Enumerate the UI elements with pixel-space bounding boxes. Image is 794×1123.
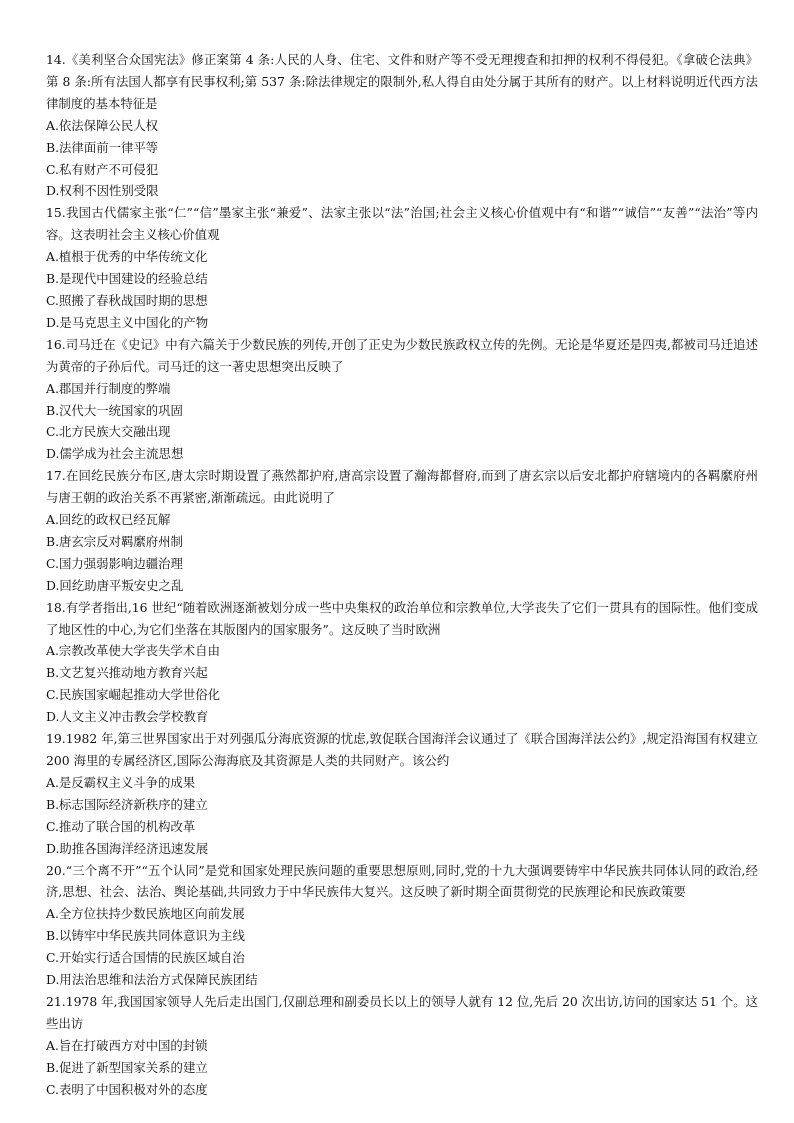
- option-d: D.回纥助唐平叛安史之乱: [46, 577, 184, 593]
- question-stem: 19.1982 年,第三世界国家出于对列强瓜分海底资源的忧虑,敦促联合国海洋会议通过了《联合国海洋法公约》,规定沿海国有权建立 200 海里的专属经济区,国际公海海底及其资源是人类的共同财产。该公约: [46, 731, 758, 768]
- option-a: A.依法保障公民人权: [46, 117, 159, 133]
- question-20: [46, 860, 758, 991]
- option-a: A.旨在打破西方对中国的封锁: [46, 1037, 208, 1053]
- question-stem: 18.有学者指出,16 世纪“随着欧洲逐渐被划分成一些中央集权的政治单位和宗教单位,大学丧失了它们一贯具有的国际性。他们变成了地区性的中心,为它们坐落在其版图内的国家服务”。这反映了当时欧洲: [46, 599, 758, 637]
- question-17: [46, 465, 758, 596]
- option-b: B.汉代大一统国家的巩固: [46, 402, 183, 418]
- exam-page: [46, 49, 758, 1101]
- option-c: C.照搬了春秋战国时期的思想: [46, 292, 208, 308]
- option-d: D.人文主义冲击教会学校教育: [46, 709, 209, 725]
- question-15: [46, 202, 758, 333]
- option-b: B.促进了新型国家关系的建立: [46, 1059, 208, 1075]
- question-stem: 15.我国古代儒家主张“仁”“信”墨家主张“兼爱”、法家主张以“法”治国;社会主义核心价值观中有“和谐”“诚信”“友善”“法治”等内容。这表明社会主义核心价值观: [46, 205, 758, 243]
- option-b: B.是现代中国建设的经验总结: [46, 271, 208, 287]
- option-a: A.回纥的政权已经瓦解: [46, 512, 171, 528]
- option-a: A.郡国并行制度的弊端: [46, 380, 171, 396]
- question-19: [46, 728, 758, 859]
- option-a: A.是反霸权主义斗争的成果: [46, 774, 196, 790]
- question-stem: 14.《美利坚合众国宪法》修正案第 4 条:人民的人身、住宅、文件和财产等不受无理搜查和扣押的权利不得侵犯。《拿破仑法典》第 8 条:所有法国人都享有民事权利;第 537 条:除法律规定的限制外,私人得自由处分属于其所有的财产。以上材料说明近代西方法律制度的基本特征是: [46, 52, 758, 111]
- option-a: A.全方位扶持少数民族地区向前发展: [46, 906, 245, 922]
- option-b: B.标志国际经济新秩序的建立: [46, 796, 208, 812]
- option-c: C.开始实行适合国情的民族区域自治: [46, 950, 245, 966]
- question-stem: 16.司马迁在《史记》中有六篇关于少数民族的列传,开创了正史为少数民族政权立传的先例。无论是华夏还是四夷,都被司马迁追述为黄帝的子孙后代。司马迁的这一著史思想突出反映了: [46, 336, 758, 374]
- option-d: D.是马克思主义中国化的产物: [46, 314, 209, 330]
- option-b: B.文艺复兴推动地方教育兴起: [46, 665, 208, 681]
- option-c: C.北方民族大交融出现: [46, 424, 171, 440]
- question-16: [46, 334, 758, 465]
- option-b: B.唐玄宗反对羁縻府州制: [46, 533, 183, 549]
- option-d: D.权利不因性别受限: [46, 183, 159, 199]
- option-c: C.民族国家崛起推动大学世俗化: [46, 687, 221, 703]
- option-b: B.法律面前一律平等: [46, 139, 159, 155]
- question-14: [46, 49, 758, 202]
- option-d: D.儒学成为社会主流思想: [46, 446, 184, 462]
- option-b: B.以铸牢中华民族共同体意识为主线: [46, 928, 245, 944]
- option-c: C.国力强弱影响边疆治理: [46, 555, 183, 571]
- option-d: D.助推各国海洋经济迅速发展: [46, 840, 209, 856]
- option-a: A.宗教改革使大学丧失学术自由: [46, 643, 220, 659]
- question-21: [46, 991, 758, 1101]
- option-c: C.表明了中国积极对外的态度: [46, 1081, 208, 1097]
- question-stem: 17.在回纥民族分布区,唐太宗时期设置了燕然都护府,唐高宗设置了瀚海都督府,而到了唐玄宗以后安北都护府辖境内的各羁縻府州与唐王朝的政治关系不再紧密,渐渐疏远。由此说明了: [46, 468, 758, 506]
- question-stem: 20.“三个离不开”“五个认同”是党和国家处理民族问题的重要思想原则,同时,党的十九大强调要铸牢中华民族共同体认同的政治,经济,思想、社会、法治、舆论基础,共同致力于中华民族伟大复兴。这反映了新时期全面贯彻党的民族理论和民族政策要: [46, 862, 758, 900]
- question-stem: 21.1978 年,我国国家领导人先后走出国门,仅副总理和副委员长以上的领导人就有 12 位,先后 20 次出访,访问的国家达 51 个。这些出访: [46, 993, 758, 1031]
- option-a: A.植根于优秀的中华传统文化: [46, 249, 208, 265]
- option-d: D.用法治思维和法治方式保障民族团结: [46, 972, 258, 988]
- option-c: C.私有财产不可侵犯: [46, 161, 159, 177]
- question-18: [46, 597, 758, 728]
- option-c: C.推动了联合国的机构改革: [46, 818, 196, 834]
